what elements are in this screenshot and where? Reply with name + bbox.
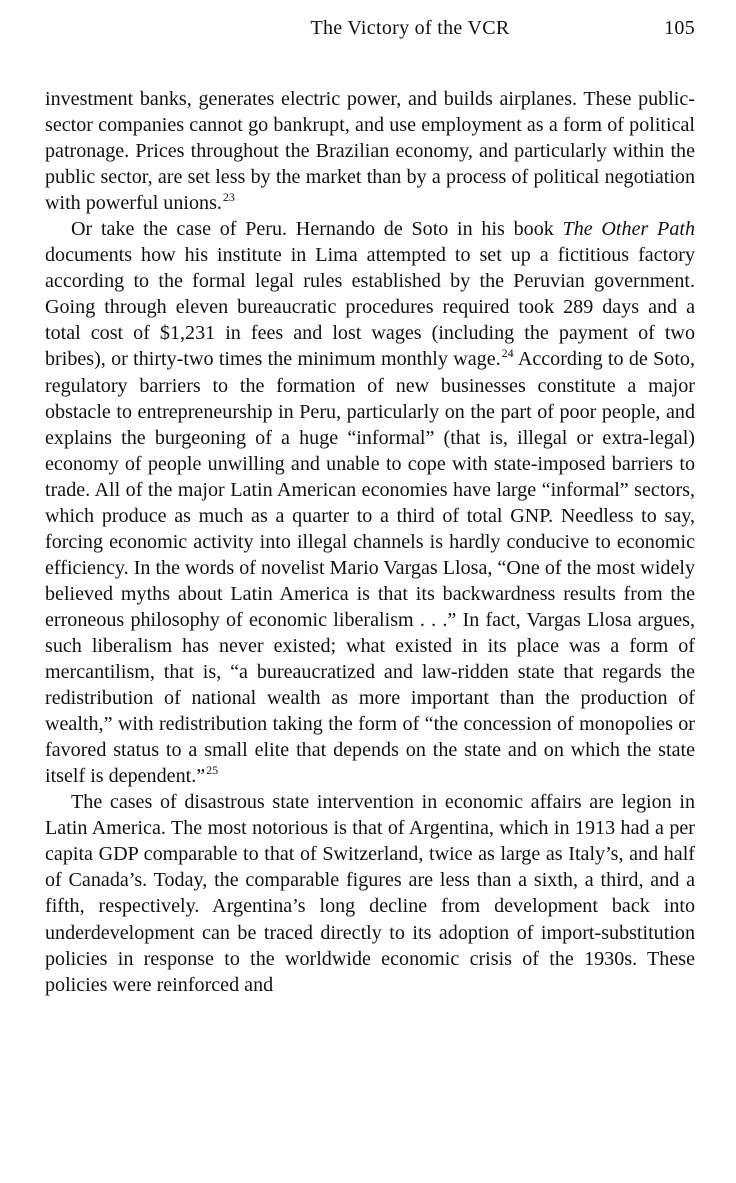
- paragraph-brazil: [45, 86, 695, 216]
- footnote-ref-23: 23: [222, 190, 235, 205]
- text-run: According to de Soto, regulatory barriers to the formation of new businesses constitute a major obstacle to entrepreneurship in Peru, particularly on the part of poor people, and explains the burgeoning of a huge “informal” (that is, illegal or extra-legal) economy of people unwilling and unable to cope with state-imposed barriers to trade. All of the major Latin American economies have large “informal” sectors, which produce as much as a quarter to a third of total GNP. Needless to say, forcing economic activity into illegal channels is hardly conducive to economic efficiency. In the words of novelist Mario Vargas Llosa, “One of the most widely believed myths about Latin America is that its backwardness results from the erroneous philosophy of economic liberalism . . .” In fact, Vargas Llosa argues, such liberalism has never existed; what existed in its place was a form of mercantilism, that is, “a bureaucratized and law-ridden state that regards the redistribution of national wealth as more important than the production of wealth,” with redistribution taking the form of “the concession of monopolies or favored status to a small elite that depends on the state and on which the state itself is dependent.”: [45, 348, 696, 788]
- page-number: 105: [664, 17, 695, 39]
- text-run: Or take the case of Peru. Hernando de Soto in his book: [71, 218, 563, 241]
- text-run: documents how his institute in Lima attempted to set up a fictitious factory according to the formal legal rules established by the Peruvian government. Going through eleven bureaucratic procedures required took 289 days and a total cost of $1,231 in fees and lost wages (including the payment of two bribes), or thirty-two times the minimum monthly wage.: [45, 244, 695, 371]
- footnote-ref-25: 25: [206, 763, 219, 778]
- paragraph-peru: [45, 216, 695, 789]
- text-run: investment banks, generates electric power, and builds airplanes. These public-sector companies cannot go bankrupt, and use employment as a form of political patronage. Prices throughout the Brazilian economy, and particularly within the public sector, are set less by the market than by a process of political negotiation with powerful unions.: [45, 88, 695, 215]
- running-title: The Victory of the VCR: [310, 17, 510, 39]
- running-header: [45, 0, 695, 52]
- text-run: The cases of disastrous state intervention in economic affairs are legion in Latin America. The most notorious is that of Argentina, which in 1913 had a per capita GDP comparable to that of Switzerland, twice as large as Italy’s, and half of Canada’s. Today, the comparable figures are less than a sixth, a third, and a fifth, respectively. Argentina’s long decline from development back into underdevelopment can be traced directly to its adoption of import-substitution policies in response to the worldwide economic crisis of the 1930s. These policies were reinforced and: [45, 791, 695, 996]
- book-page: [45, 0, 695, 998]
- paragraph-argentina: [45, 789, 695, 997]
- body-text: [45, 86, 695, 998]
- footnote-ref-24: 24: [501, 346, 514, 361]
- book-title-italic: The Other Path: [562, 218, 695, 241]
